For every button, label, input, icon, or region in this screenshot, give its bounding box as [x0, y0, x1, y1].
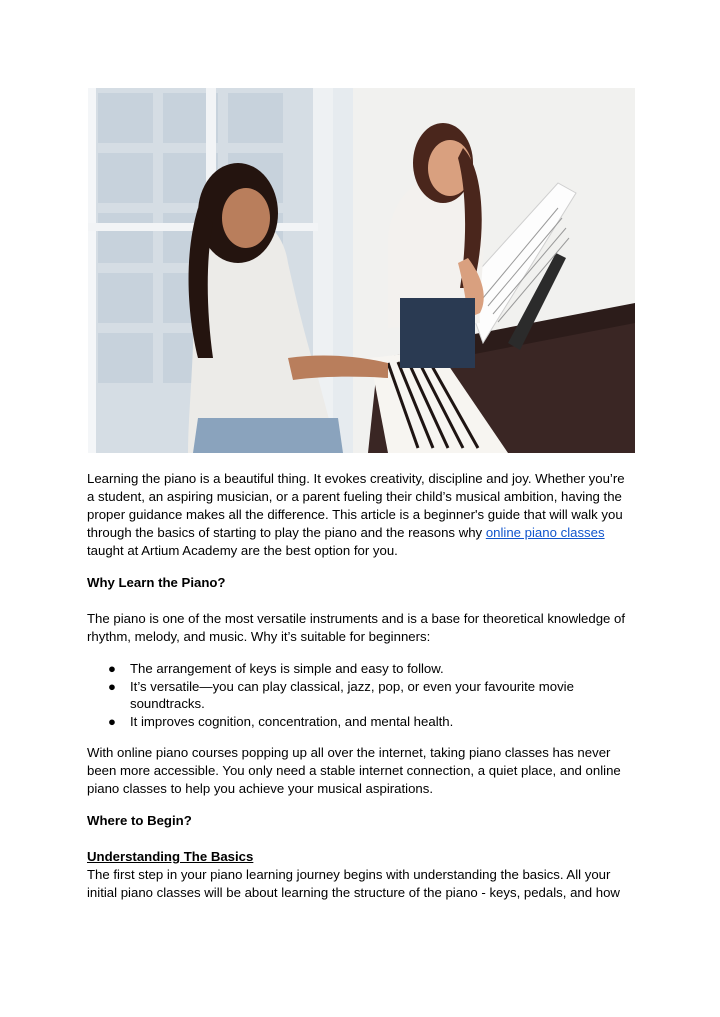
online-piano-classes-link[interactable]: online piano classes	[485, 525, 605, 540]
intro-paragraph	[87, 470, 635, 560]
list-item	[87, 678, 635, 713]
list-item-text: It improves cognition, concentration, and mental health.	[130, 713, 454, 729]
understanding-basics-heading: Understanding The Basics	[87, 849, 254, 864]
reasons-list	[87, 660, 635, 730]
bullet-dot: ●	[108, 661, 116, 676]
intro-text-before: Learning the piano is a beautiful thing. It evokes creativity, discipline and joy. Whether you’re a student, an aspiring musician, or a parent fueling their child’s musical ambition, having the proper guidance makes all the difference. This article is a beginner's guide that will walk you through the basics of starting to play the piano and the reasons why	[87, 471, 625, 540]
list-item-text: The arrangement of keys is simple and easy to follow.	[130, 661, 444, 676]
intro-text-after: taught at Artium Academy are the best option for you.	[87, 543, 398, 558]
list-item	[87, 660, 635, 678]
why-paragraph: The piano is one of the most versatile instruments and is a base for theoretical knowledge of rhythm, melody, and music. Why it’s suitable for beginners:	[87, 611, 626, 644]
why-learn-heading: Why Learn the Piano?	[87, 575, 226, 590]
online-courses-paragraph: With online piano courses popping up all over the internet, taking piano classes has never been more accessible. You only need a stable internet connection, a quiet place, and online piano classes to help you achieve your musical aspirations.	[87, 745, 621, 796]
bullet-dot: ●	[108, 678, 116, 694]
bullet-dot: ●	[108, 713, 116, 729]
article-body	[87, 470, 635, 902]
where-to-begin-heading: Where to Begin?	[87, 813, 192, 828]
basics-paragraph: The first step in your piano learning journey begins with understanding the basics. All your initial piano classes will be about learning the structure of the piano - keys, pedals, and how	[87, 867, 620, 900]
list-item	[87, 713, 635, 731]
list-item-text: It’s versatile—you can play classical, jazz, pop, or even your favourite movie soundtracks.	[130, 678, 574, 711]
hero-photo	[88, 88, 635, 453]
